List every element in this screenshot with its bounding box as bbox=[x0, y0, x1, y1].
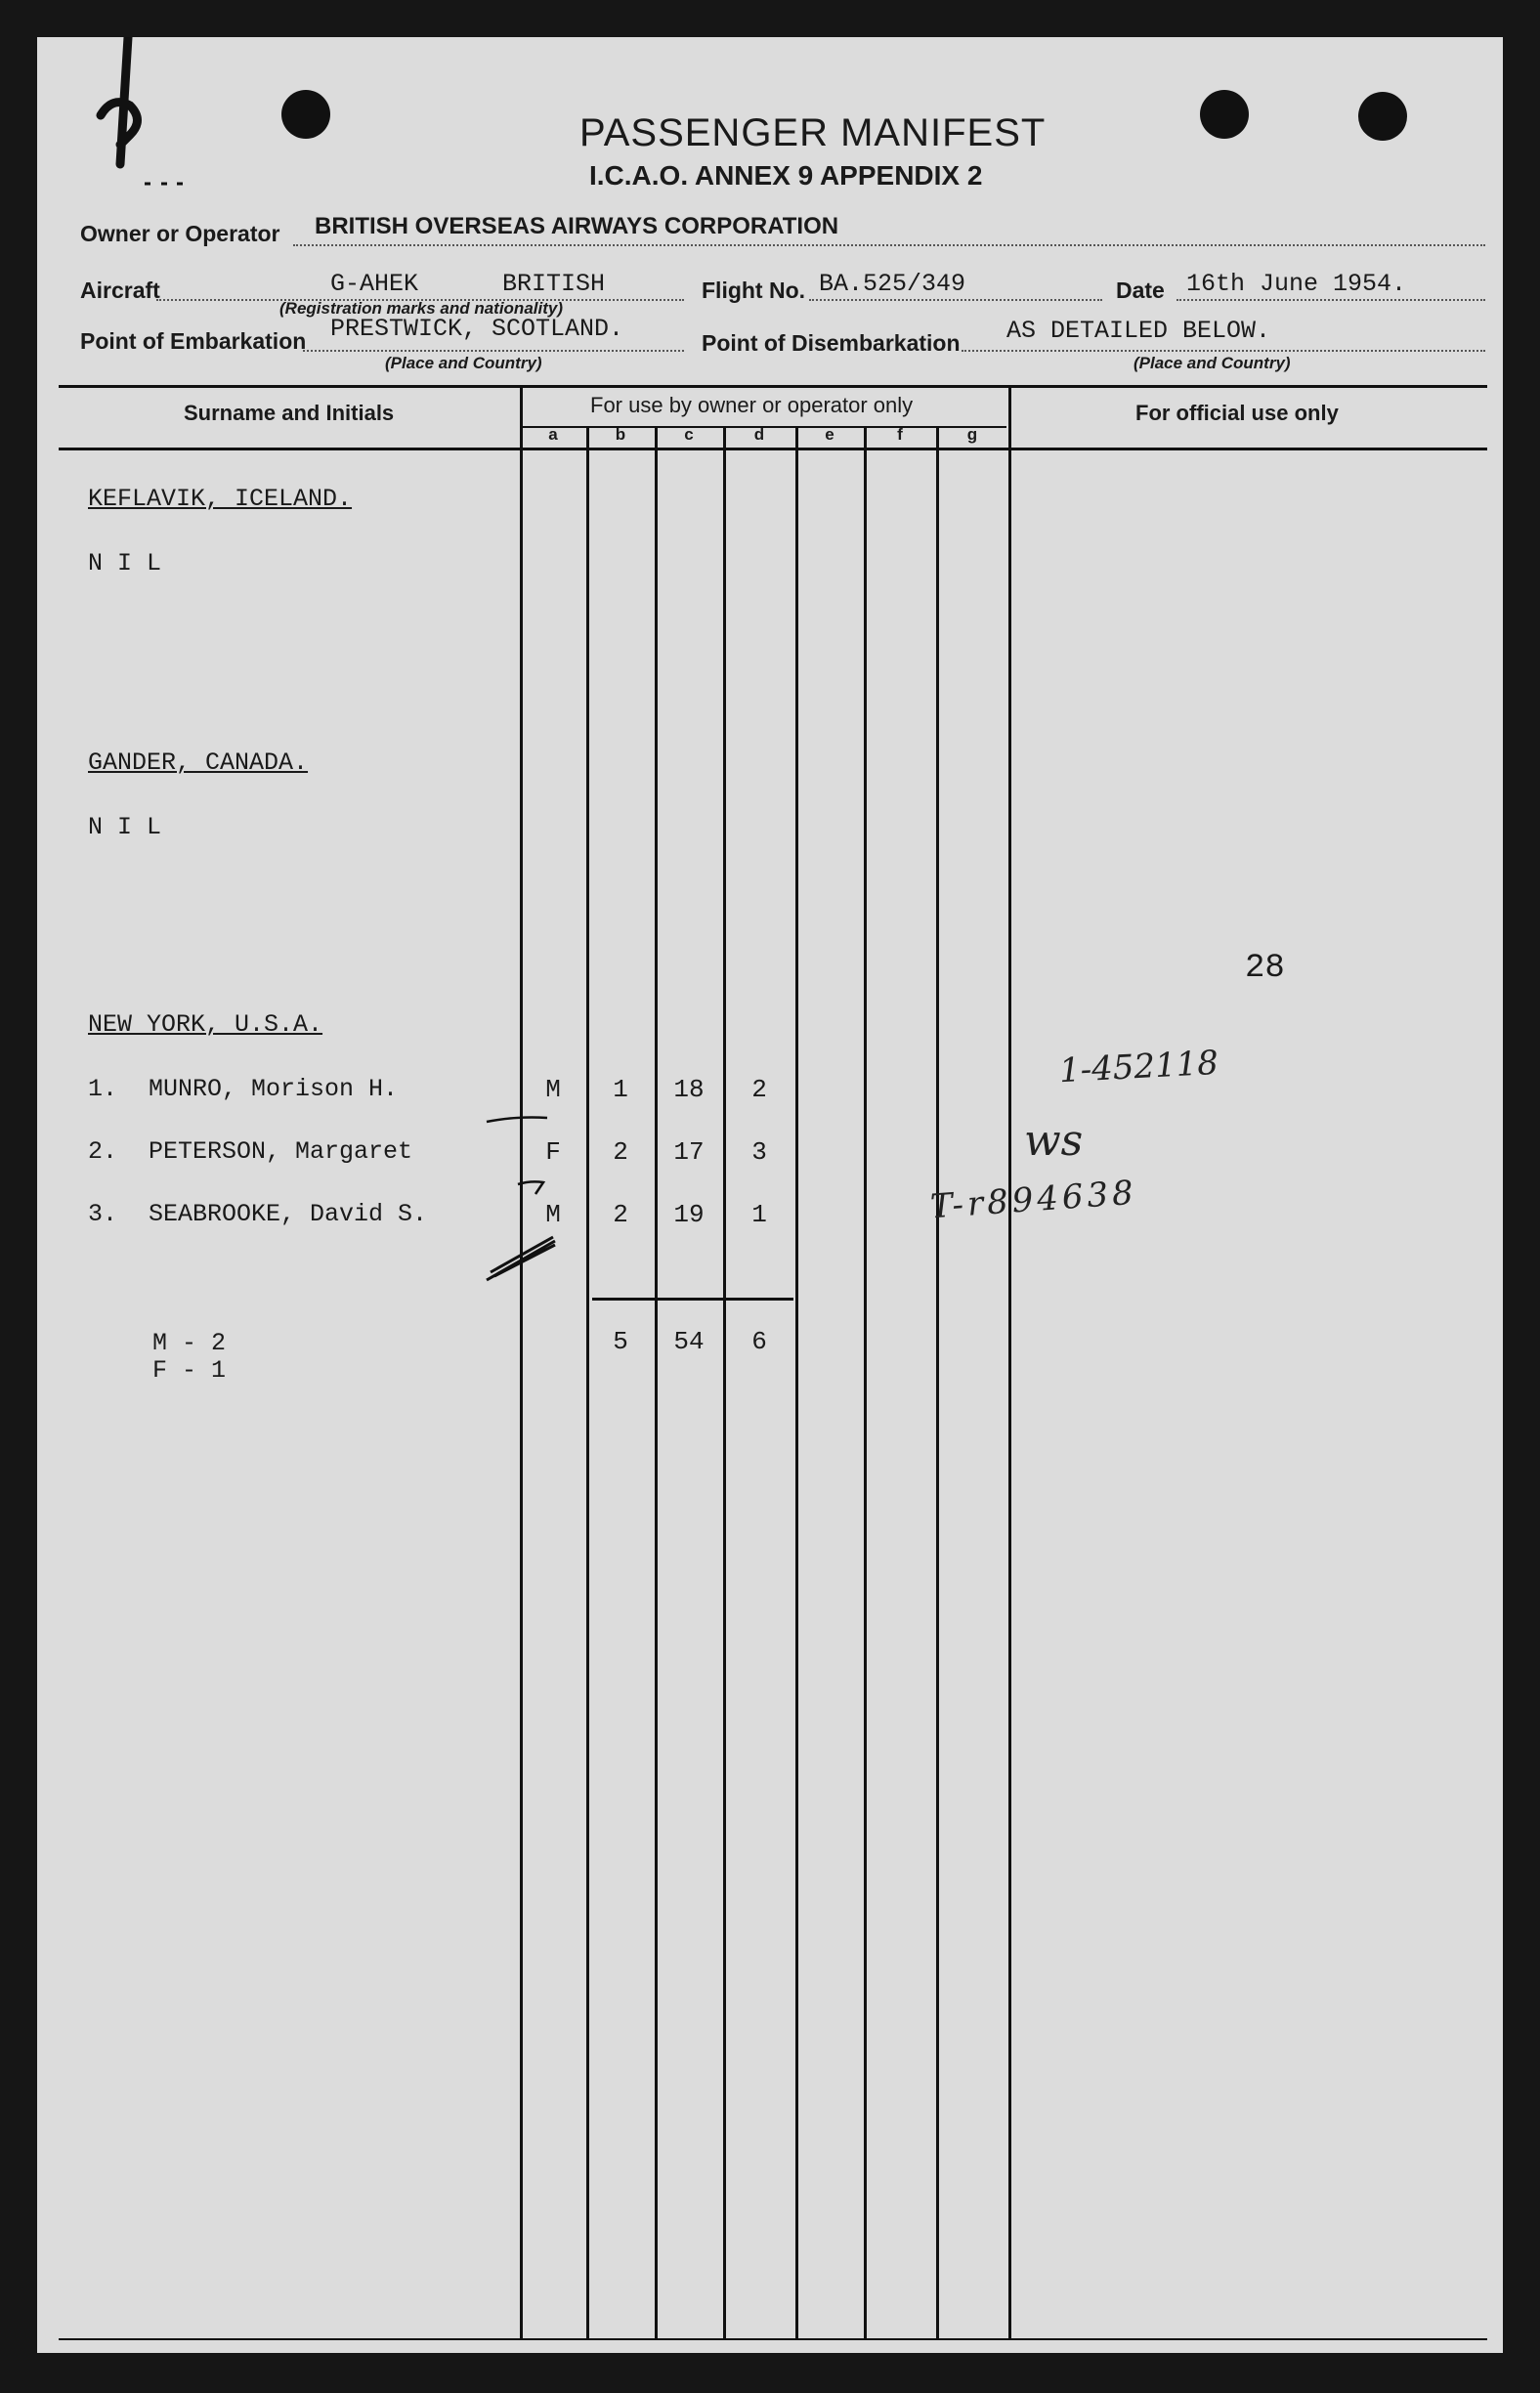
keflavik-nil: N I L bbox=[88, 549, 162, 577]
table-header-rule bbox=[59, 448, 1487, 450]
header-official-use: For official use only bbox=[1135, 401, 1339, 425]
passenger-col-b: 2 bbox=[613, 1200, 628, 1229]
passenger-col-d: 1 bbox=[751, 1200, 767, 1229]
passenger-number: 2. bbox=[88, 1137, 118, 1166]
passenger-sex: M bbox=[545, 1200, 561, 1229]
total-col-d: 6 bbox=[751, 1327, 767, 1356]
passenger-name: MUNRO, Morison H. bbox=[149, 1075, 399, 1103]
column-divider-official bbox=[1008, 387, 1011, 2339]
embarkation-hint: (Place and Country) bbox=[385, 354, 542, 372]
disembarkation-label: Point of Disembarkation bbox=[702, 330, 961, 356]
totals-rule bbox=[592, 1298, 793, 1301]
passenger-col-c: 19 bbox=[673, 1200, 705, 1229]
passenger-name: SEABROOKE, David S. bbox=[149, 1200, 428, 1228]
section-gander: GANDER, CANADA. bbox=[88, 748, 309, 777]
subcol-g: g bbox=[966, 425, 978, 444]
column-divider-a bbox=[586, 426, 589, 2339]
document-title: PASSENGER MANIFEST bbox=[579, 111, 1047, 154]
passenger-col-d: 2 bbox=[751, 1075, 767, 1104]
disembarkation-value: AS DETAILED BELOW. bbox=[1006, 317, 1271, 345]
flight-dotted-line bbox=[809, 299, 1102, 301]
owner-label: Owner or Operator bbox=[80, 221, 280, 246]
punch-hole-left bbox=[281, 90, 330, 139]
subcol-d: d bbox=[753, 425, 765, 444]
passenger-sex: M bbox=[545, 1075, 561, 1104]
passenger-col-b: 2 bbox=[613, 1137, 628, 1167]
punch-hole-right-1 bbox=[1200, 90, 1249, 139]
flight-number-label: Flight No. bbox=[702, 278, 806, 303]
subcol-e: e bbox=[825, 425, 834, 444]
embarkation-dotted-line bbox=[303, 350, 684, 352]
check-marks bbox=[477, 1073, 594, 1288]
section-keflavik: KEFLAVIK, ICELAND. bbox=[88, 485, 353, 513]
total-col-b: 5 bbox=[613, 1327, 628, 1356]
owner-dotted-line bbox=[293, 244, 1485, 246]
passenger-col-b: 1 bbox=[613, 1075, 628, 1104]
table-top-rule bbox=[59, 385, 1487, 388]
aircraft-label: Aircraft bbox=[80, 278, 160, 303]
passenger-official-note: ws bbox=[1024, 1116, 1084, 1166]
disembarkation-hint: (Place and Country) bbox=[1134, 354, 1291, 372]
punch-hole-right-2 bbox=[1358, 92, 1407, 141]
summary-female: F - 1 bbox=[152, 1356, 227, 1385]
summary-male: M - 2 bbox=[152, 1329, 227, 1357]
gander-nil: N I L bbox=[88, 813, 162, 841]
section-new-york: NEW YORK, U.S.A. bbox=[88, 1010, 323, 1039]
column-divider-c bbox=[723, 426, 726, 2339]
date-value: 16th June 1954. bbox=[1186, 270, 1407, 298]
header-surname: Surname and Initials bbox=[184, 401, 395, 425]
table-bottom-rule bbox=[59, 2338, 1487, 2340]
header-operator-use: For use by owner or operator only bbox=[590, 393, 914, 417]
subcol-f: f bbox=[897, 425, 903, 444]
passenger-number: 1. bbox=[88, 1075, 118, 1103]
document-subtitle: I.C.A.O. ANNEX 9 APPENDIX 2 bbox=[589, 160, 983, 191]
date-dotted-line bbox=[1176, 299, 1485, 301]
column-divider-f bbox=[936, 426, 939, 2339]
passenger-number: 3. bbox=[88, 1200, 118, 1228]
subcol-a: a bbox=[548, 425, 558, 444]
page-number: 28 bbox=[1245, 950, 1285, 987]
subcol-b: b bbox=[615, 425, 626, 444]
passenger-col-c: 17 bbox=[673, 1137, 705, 1167]
passenger-col-d: 3 bbox=[751, 1137, 767, 1167]
disembarkation-dotted-line bbox=[962, 350, 1485, 352]
aircraft-nationality: BRITISH bbox=[502, 270, 606, 298]
column-divider-name bbox=[520, 387, 523, 2339]
passenger-name: PETERSON, Margaret bbox=[149, 1137, 413, 1166]
passenger-official-note: T-r894638 bbox=[928, 1173, 1138, 1227]
passenger-col-c: 18 bbox=[673, 1075, 705, 1104]
aircraft-registration: G-AHEK bbox=[330, 270, 419, 298]
owner-value: BRITISH OVERSEAS AIRWAYS CORPORATION bbox=[315, 213, 839, 239]
manifest-sheet bbox=[37, 37, 1503, 2353]
passenger-official-note: 1-452118 bbox=[1058, 1043, 1219, 1091]
flight-number-value: BA.525/349 bbox=[819, 270, 966, 298]
date-label: Date bbox=[1116, 278, 1165, 303]
aircraft-hint: (Registration marks and nationality) bbox=[279, 299, 563, 318]
embarkation-label: Point of Embarkation bbox=[80, 328, 307, 354]
embarkation-value: PRESTWICK, SCOTLAND. bbox=[330, 315, 624, 343]
column-divider-b bbox=[655, 426, 658, 2339]
margin-pen-mark bbox=[91, 37, 208, 203]
column-divider-d bbox=[795, 426, 798, 2339]
total-col-c: 54 bbox=[673, 1327, 705, 1356]
passenger-sex: F bbox=[545, 1137, 561, 1167]
column-divider-e bbox=[864, 426, 867, 2339]
subcol-c: c bbox=[684, 425, 694, 444]
